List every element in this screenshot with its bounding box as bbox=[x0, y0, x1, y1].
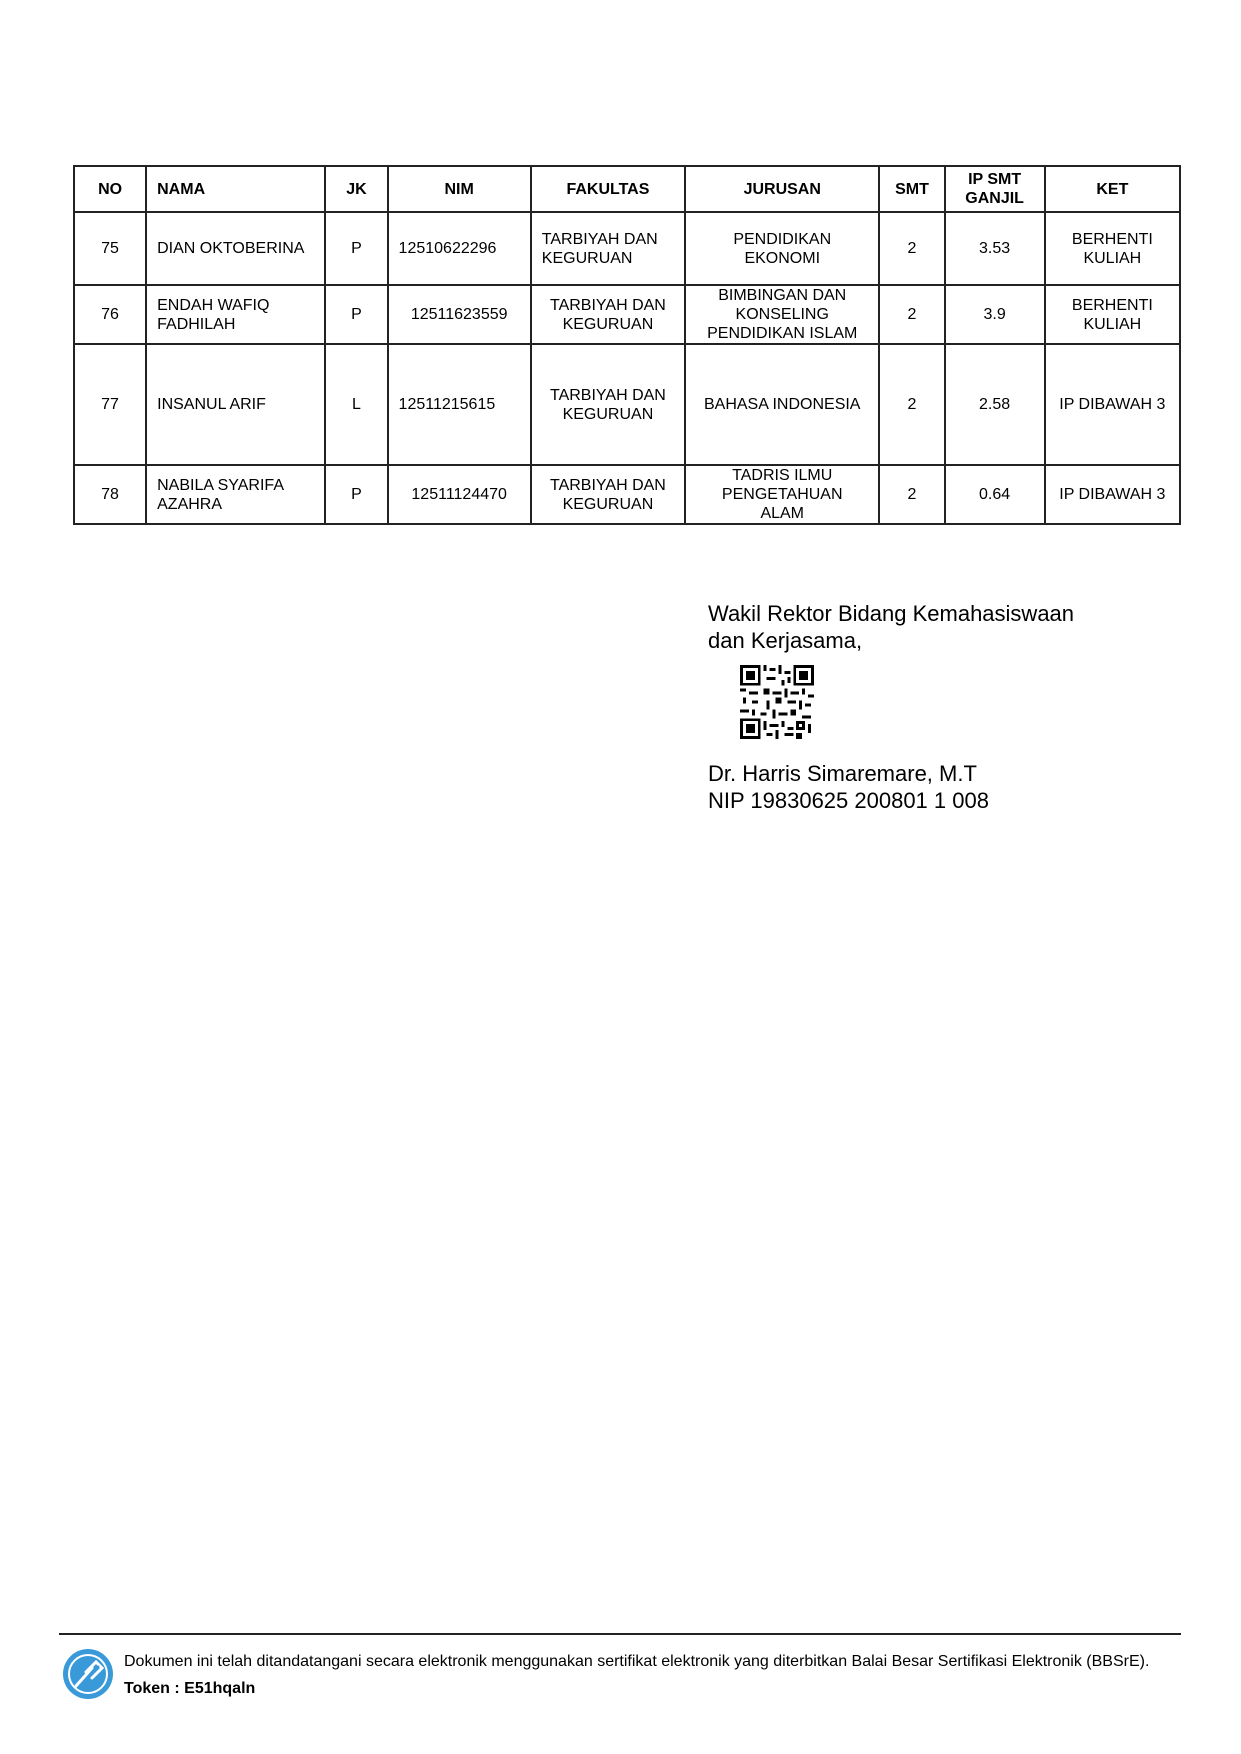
header-jurusan: JURUSAN bbox=[685, 166, 879, 212]
cell-fakultas: TARBIYAH DAN KEGURUAN bbox=[531, 212, 685, 285]
cell-ket: BERHENTI KULIAH bbox=[1045, 212, 1180, 285]
cell-ip: 2.58 bbox=[945, 344, 1045, 465]
cell-jurusan: BAHASA INDONESIA bbox=[685, 344, 879, 465]
signer-name: Dr. Harris Simaremare, M.T bbox=[708, 761, 977, 786]
cell-smt: 2 bbox=[879, 212, 944, 285]
cell-nama: DIAN OKTOBERINA bbox=[146, 212, 325, 285]
cell-jk: L bbox=[325, 344, 387, 465]
table-header-row bbox=[74, 166, 1180, 212]
cell-ip: 3.53 bbox=[945, 212, 1045, 285]
table-row bbox=[74, 344, 1180, 465]
qr-code-icon bbox=[740, 665, 814, 739]
cell-jurusan: BIMBINGAN DAN KONSELING PENDIDIKAN ISLAM bbox=[685, 285, 879, 344]
cell-fakultas: TARBIYAH DAN KEGURUAN bbox=[531, 344, 685, 465]
cell-smt: 2 bbox=[879, 344, 944, 465]
cell-no: 76 bbox=[74, 285, 146, 344]
cell-ip: 3.9 bbox=[945, 285, 1045, 344]
cell-nim: 12511124470 bbox=[388, 465, 531, 524]
cell-jk: P bbox=[325, 212, 387, 285]
cell-no: 75 bbox=[74, 212, 146, 285]
header-no: NO bbox=[74, 166, 146, 212]
table-row bbox=[74, 465, 1180, 524]
table-row bbox=[74, 285, 1180, 344]
header-smt: SMT bbox=[879, 166, 944, 212]
cell-jk: P bbox=[325, 465, 387, 524]
signature-position-line1: Wakil Rektor Bidang Kemahasiswaan bbox=[708, 601, 1075, 626]
cell-nim: 12511215615 bbox=[388, 344, 531, 465]
cell-no: 77 bbox=[74, 344, 146, 465]
signature-position bbox=[708, 600, 1074, 654]
signature-position-line2: dan Kerjasama, bbox=[708, 628, 863, 653]
cell-nim: 12510622296 bbox=[388, 212, 531, 285]
header-nama: NAMA bbox=[146, 166, 325, 212]
header-jk: JK bbox=[325, 166, 387, 212]
cell-fakultas: TARBIYAH DAN KEGURUAN bbox=[531, 285, 685, 344]
footer-statement: Dokumen ini telah ditandatangani secara elektronik menggunakan sertifikat elektronik yang diterbitkan Balai Besar Sertifikasi Elektronik (BBSrE). bbox=[124, 1653, 1150, 1670]
student-table bbox=[73, 165, 1181, 525]
cell-nama: INSANUL ARIF bbox=[146, 344, 325, 465]
cell-ip: 0.64 bbox=[945, 465, 1045, 524]
header-nim: NIM bbox=[388, 166, 531, 212]
cell-no: 78 bbox=[74, 465, 146, 524]
footer-divider bbox=[59, 1633, 1181, 1635]
header-ket: KET bbox=[1045, 166, 1180, 212]
cell-nim: 12511623559 bbox=[388, 285, 531, 344]
signer-block bbox=[708, 760, 989, 814]
cell-nama: ENDAH WAFIQ FADHILAH bbox=[146, 285, 325, 344]
bsre-logo-icon bbox=[62, 1648, 114, 1700]
cell-jurusan: TADRIS ILMU PENGETAHUAN ALAM bbox=[685, 465, 879, 524]
footer-token: Token : E51hqaln bbox=[124, 1680, 256, 1697]
cell-jurusan: PENDIDIKAN EKONOMI bbox=[685, 212, 879, 285]
table-row bbox=[74, 212, 1180, 285]
cell-jk: P bbox=[325, 285, 387, 344]
cell-ket: BERHENTI KULIAH bbox=[1045, 285, 1180, 344]
cell-fakultas: TARBIYAH DAN KEGURUAN bbox=[531, 465, 685, 524]
cell-nama: NABILA SYARIFA AZAHRA bbox=[146, 465, 325, 524]
header-fakultas: FAKULTAS bbox=[531, 166, 685, 212]
signer-nip: NIP 19830625 200801 1 008 bbox=[708, 788, 989, 813]
cell-ket: IP DIBAWAH 3 bbox=[1045, 344, 1180, 465]
cell-smt: 2 bbox=[879, 285, 944, 344]
header-ip-smt-ganjil: IP SMT GANJIL bbox=[945, 166, 1045, 212]
cell-smt: 2 bbox=[879, 465, 944, 524]
cell-ket: IP DIBAWAH 3 bbox=[1045, 465, 1180, 524]
